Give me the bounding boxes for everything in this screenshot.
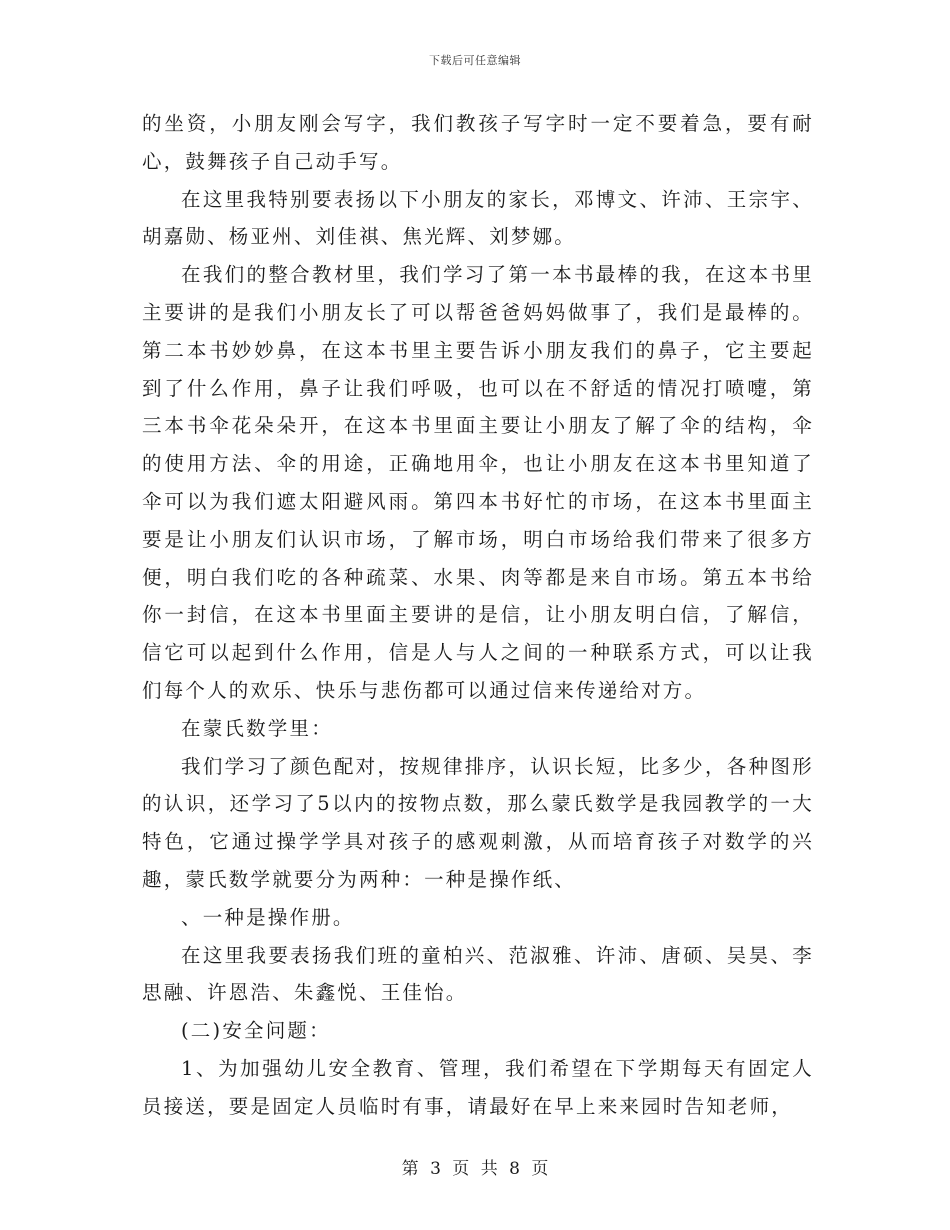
paragraph: 1、为加强幼儿安全教育、管理，我们希望在下学期每天有固定人员接送，要是固定人员临时有事，请最好在早上来来园时告知老师， — [142, 1056, 814, 1118]
paragraph: 在这里我特别要表扬以下小朋友的家长，邓博文、许沛、王宗宇、胡嘉勋、杨亚州、刘佳祺、焦光辉、刘梦娜。 — [142, 187, 814, 249]
paragraph: 在蒙氏数学里： — [181, 716, 333, 740]
paragraph: (二)安全问题： — [181, 1019, 331, 1043]
page-number-footer: 第 3 页 共 8 页 — [401, 1159, 549, 1179]
paragraph: 的坐资，小朋友刚会写字，我们教孩子写字时一定不要着急，要有耐心，鼓舞孩子自己动手写。 — [142, 112, 814, 173]
paragraph: 在这里我要表扬我们班的童柏兴、范淑雅、许沛、唐硕、吴昊、李思融、许恩浩、朱鑫悦、王佳怡。 — [142, 943, 814, 1005]
paragraph: 在我们的整合教材里，我们学习了第一本书最棒的我，在这本书里主要讲的是我们小朋友长了可以帮爸爸妈妈做事了，我们是最棒的。第二本书妙妙鼻，在这本书里主要告诉小朋友我们的鼻子，它主要起到了什么作用，鼻子让我们呼吸，也可以在不舒适的情况打喷嚏，第三本书伞花朵朵开，在这本书里面主要让小朋友了解了伞的结构，伞的使用方法、伞的用途，正确地用伞，也让小朋友在这本书里知道了伞可以为我们遮太阳避风雨。第四本书好忙的市场，在这本书里面主要是让小朋友们认识市场，了解市场，明白市场给我们带来了很多方便，明白我们吃的各种疏菜、水果、肉等都是来自市场。第五本书给你一封信，在这本书里面主要讲的是信，让小朋友明白信，了解信，信它可以起到什么作用，信是人与人之间的一种联系方式，可以让我们每个人的欢乐、快乐与悲伤都可以通过信来传递给对方。 — [142, 263, 814, 702]
paragraph: 、一种是操作册。 — [181, 905, 355, 929]
document-body — [142, 105, 814, 1126]
page-header: 下载后可任意编辑 — [429, 54, 521, 67]
paragraph: 我们学习了颜色配对，按规律排序，认识长短，比多少，各种图形的认识，还学习了5以内的按物点数，那么蒙氏数学是我园教学的一大特色，它通过操学学具对孩子的感观刺激，从而培育孩子对数学的兴趣，蒙氏数学就要分为两种：一种是操作纸、 — [142, 754, 814, 891]
